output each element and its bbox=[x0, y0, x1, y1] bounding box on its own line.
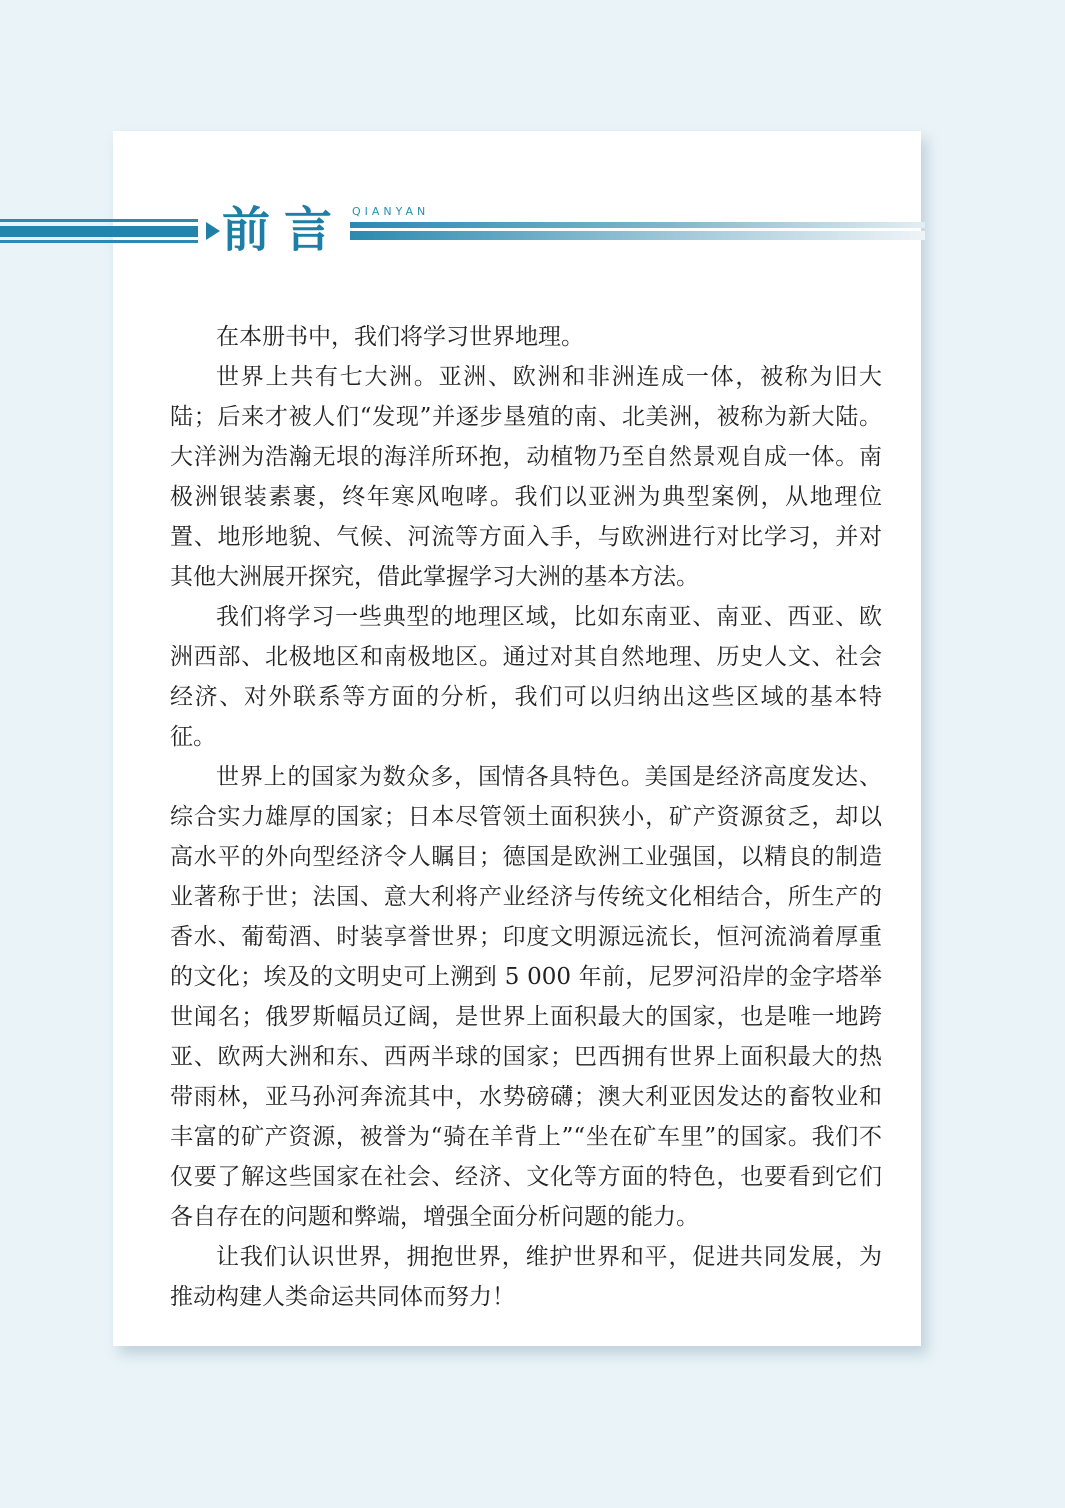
header-right-bar bbox=[350, 222, 925, 242]
paragraph-intro: 在本册书中，我们将学习世界地理。 bbox=[216, 324, 584, 350]
header-left-stripe-bottom bbox=[0, 240, 198, 243]
header-left-bar bbox=[0, 219, 198, 243]
header-right-stripe-top bbox=[350, 222, 925, 228]
paragraph-regions: 我们将学习一些典型的地理区域，比如东南亚、南亚、西亚、欧洲西部、北极地区和南极地区。通过对其自然地理、历史人文、社会经济、对外联系等方面的分析，我们可以归纳出这些区域的基本特征。 bbox=[170, 604, 882, 750]
paragraph-countries: 世界上的国家为数众多，国情各具特色。美国是经济高度发达、综合实力雄厚的国家；日本尽管领土面积狭小，矿产资源贫乏，却以高水平的外向型经济令人瞩目；德国是欧洲工业强国，以精良的制造业著称于世；法国、意大利将产业经济与传统文化相结合，所生产的香水、葡萄酒、时装享誉世界；印度文明源远流长，恒河流淌着厚重的文化；埃及的文明史可上溯到 5 000 年前，尼罗河沿岸的金字塔举世闻名；俄罗斯幅员辽阔，是世界上面积最大的国家，也是唯一地跨亚、欧两大洲和东、西两半球的国家；巴西拥有世界上面积最大的热带雨林，亚马孙河奔流其中，水势磅礴；澳大利亚因发达的畜牧业和丰富的矿产资源，被誉为“骑在羊背上”“坐在矿车里”的国家。我们不仅要了解这些国家在社会、经济、文化等方面的特色，也要看到它们各自存在的问题和弊端，增强全面分析问题的能力。 bbox=[170, 764, 882, 1230]
page-title: 前言 bbox=[222, 202, 347, 258]
paragraph-continents: 世界上共有七大洲。亚洲、欧洲和非洲连成一体，被称为旧大陆；后来才被人们“发现”并逐步垦殖的南、北美洲，被称为新大陆。大洋洲为浩瀚无垠的海洋所环抱，动植物乃至自然景观自成一体。南极洲银装素裹，终年寒风咆哮。我们以亚洲为典型案例，从地理位置、地形地貌、气候、河流等方面入手，与欧洲进行对比学习，并对其他大洲展开探究，借此掌握学习大洲的基本方法。 bbox=[170, 364, 882, 590]
page-subtitle: QIANYAN bbox=[352, 205, 430, 218]
header-right-stripe-bottom bbox=[350, 231, 925, 240]
header-left-stripe-top bbox=[0, 219, 198, 222]
preface-body bbox=[170, 317, 882, 1317]
paragraph-closing: 让我们认识世界，拥抱世界，维护世界和平，促进共同发展，为推动构建人类命运共同体而努力！ bbox=[170, 1244, 882, 1310]
header-left-stripe-middle bbox=[0, 226, 198, 237]
triangle-arrow-icon bbox=[206, 222, 220, 240]
